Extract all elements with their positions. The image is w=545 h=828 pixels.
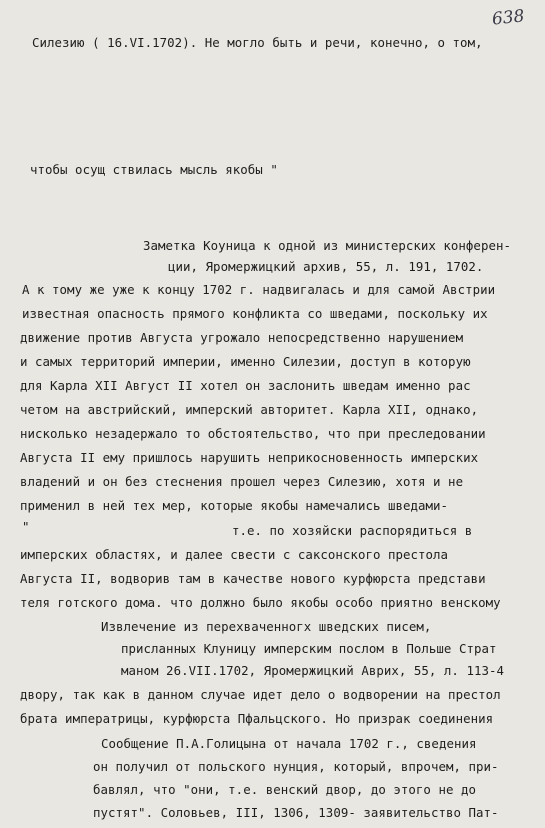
footnote-line: присланных Клуницу имперским послом в Польше Страт [121, 641, 497, 656]
text-line: двору, так как в данном случае идет дело о водворении на престол [20, 687, 501, 702]
text-line: имперских областях, и далее свести с саксонского престола [20, 547, 449, 562]
footnote-line: бавлял, что "они, т.е. венский двор, до этого не до [93, 782, 476, 797]
text-line: четом на австрийский, имперский авторитет. Карла XII, однако, [20, 402, 479, 417]
footnote-line: Заметка Коуница к одной из министерских конферен- [143, 238, 511, 253]
text-line: для Карла XII Август II хотел он заслонить шведам именно рас [20, 378, 471, 393]
text-line: т.е. по хозяйски распорядиться в [232, 523, 473, 538]
text-line: владений и он без стеснения прошел через Силезию, хотя и не [20, 474, 464, 489]
text-line: А к тому же уже к концу 1702 г. надвигалась и для самой Австрии [22, 282, 496, 297]
text-line: и самых территорий империи, именно Силезии, доступ в которую [20, 354, 471, 369]
text-line: " [22, 519, 30, 534]
footnote-line: маном 26.VII.1702, Яромержицкий Аврих, 55, л. 113-4 [121, 663, 504, 678]
footnote-line: ции, Яромержицкий архив, 55, л. 191, 1702. [168, 259, 484, 274]
text-line: Августа II, водворив там в качестве нового курфюрста представи [20, 571, 486, 586]
footnote-line: он получил от польского нунция, который, впрочем, при- [93, 759, 499, 774]
text-line: применил в ней тех мер, которые якобы намечались шведами- [20, 498, 449, 513]
text-line: брата императрицы, курфюрста Пфальцского. Но призрак соединения [20, 711, 494, 726]
text-line: известная опасность прямого конфликта со шведами, поскольку их [22, 306, 488, 321]
text-line: теля готского дома. что должно было якобы особо приятно венскому [20, 595, 501, 610]
text-line: нисколько незадержало то обстоятельство, что при преследовании [20, 426, 486, 441]
page-number: 638 [491, 6, 526, 30]
footnote-line: Сообщение П.А.Голицына от начала 1702 г., сведения [101, 736, 477, 751]
text-line: Силезию ( 16.VI.1702). Не могло быть и речи, конечно, о том, [32, 35, 483, 50]
text-line: Августа II ему пришлось нарушить неприкосновенность имперских [20, 450, 479, 465]
text-line: чтобы осущ ствилась мысль якобы " [30, 162, 278, 177]
footnote-line: пустят". Соловьев, III, 1306, 1309- заявительство Пат- [93, 805, 499, 820]
footnote-line: Извлечение из перехваченногх шведских писем, [101, 619, 432, 634]
text-line: движение против Августа угрожало непосредственно нарушением [20, 330, 464, 345]
